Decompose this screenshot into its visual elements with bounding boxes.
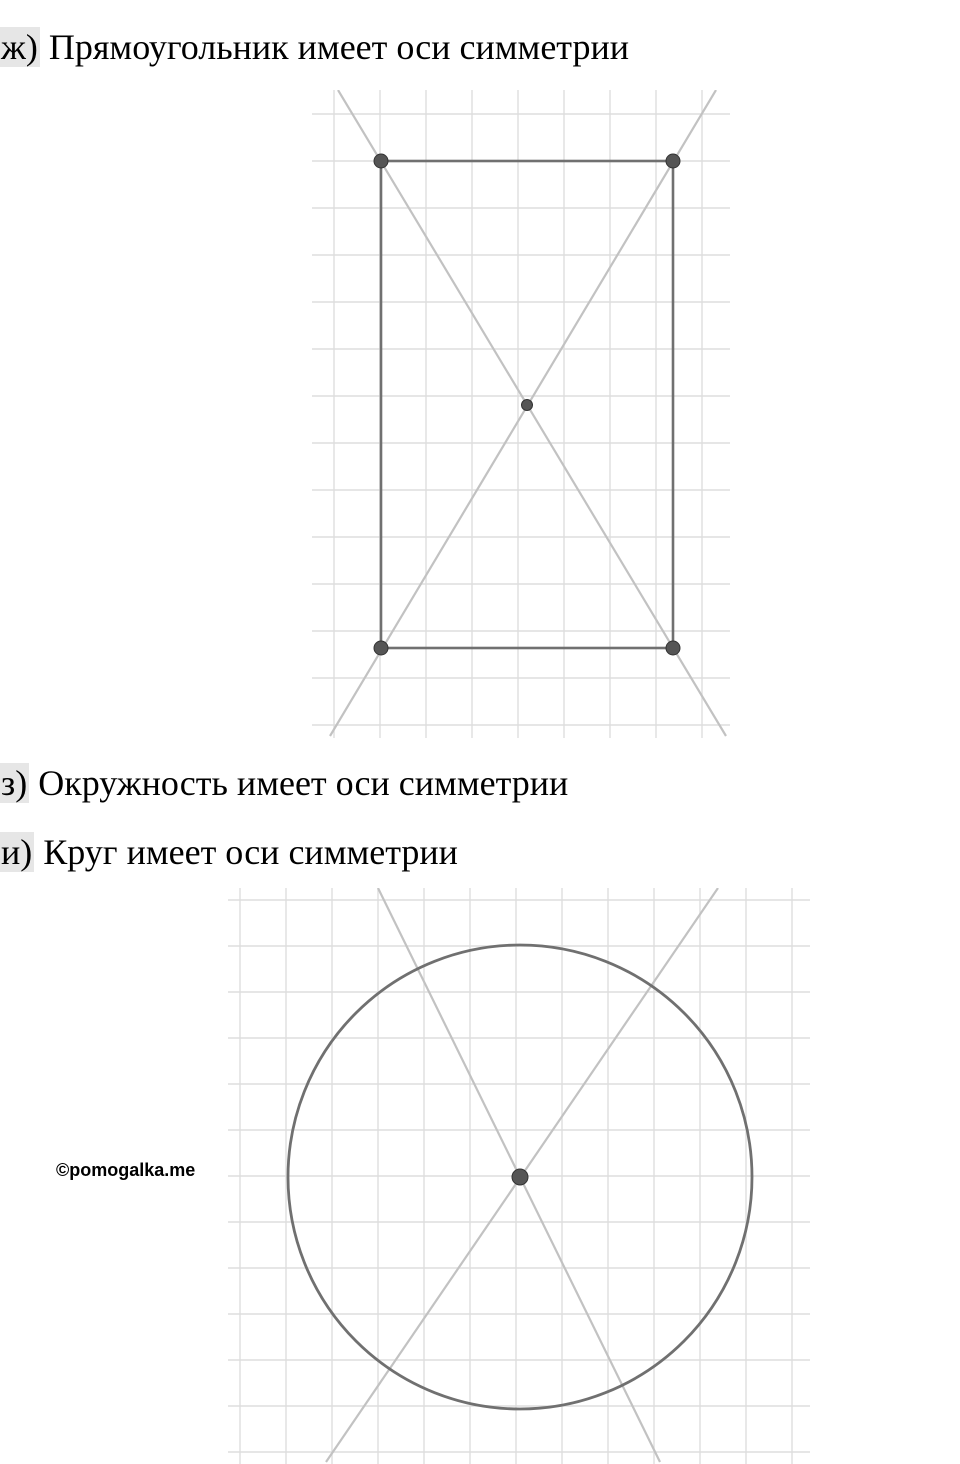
symmetry-axis-2 <box>330 90 716 736</box>
item-circle-line-heading <box>0 762 568 804</box>
item-text: Прямоугольник имеет оси симметрии <box>39 27 630 67</box>
item-marker: з) <box>1 763 28 803</box>
vertex-point <box>666 154 680 168</box>
item-marker: и) <box>1 832 33 872</box>
rectangle-figure <box>312 90 730 738</box>
vertex-point <box>374 154 388 168</box>
item-disk-heading <box>0 831 458 873</box>
grid <box>312 90 730 738</box>
item-text: Окружность имеет оси симметрии <box>29 763 569 803</box>
vertex-point <box>666 641 680 655</box>
watermark: ©pomogalka.me <box>56 1160 196 1180</box>
vertex-point <box>374 641 388 655</box>
center-point <box>522 400 533 411</box>
item-marker: ж) <box>1 27 38 67</box>
item-text: Круг имеет оси симметрии <box>34 832 458 872</box>
circle-figure <box>228 888 810 1464</box>
item-rectangle-heading <box>0 26 629 68</box>
symmetry-axis-1 <box>338 90 726 736</box>
center-point <box>512 1169 528 1185</box>
